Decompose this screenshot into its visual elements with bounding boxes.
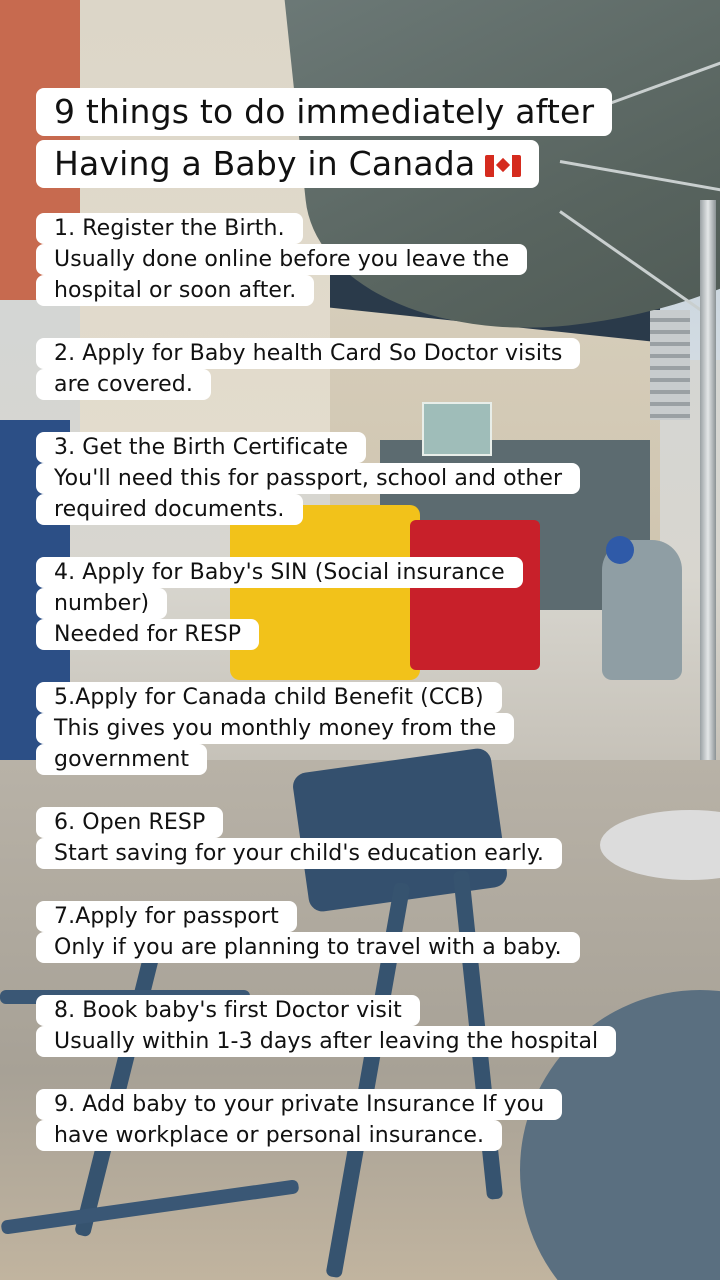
list-item-4-line-1: 4. Apply for Baby's SIN (Social insurance: [54, 560, 505, 585]
list-item-2-line-1-box: [36, 338, 580, 369]
list-item-1-line-1: 1. Register the Birth.: [54, 216, 285, 241]
list-item-1-line-3-box: [36, 275, 314, 306]
list-item-7-line-2: Only if you are planning to travel with a baby.: [54, 935, 562, 960]
person-cap: [606, 536, 634, 564]
list-item-5-line-1: 5.Apply for Canada child Benefit (CCB): [54, 685, 484, 710]
list-item-9-line-2: have workplace or personal insurance.: [54, 1123, 485, 1148]
title-line-1-box: [36, 88, 612, 136]
list-item-3-line-2-box: [36, 463, 580, 494]
list-item-4-line-2-box: [36, 588, 167, 619]
shop-sign: [422, 402, 492, 456]
list-item-8-line-2: Usually within 1-3 days after leaving the hospital: [54, 1029, 599, 1054]
list-item-4-line-2: number): [54, 591, 150, 616]
list-item-3-line-2: You'll need this for passport, school and other: [54, 466, 563, 491]
list-item-6-line-2: Start saving for your child's education early.: [54, 841, 544, 866]
list-item-4-line-3: Needed for RESP: [54, 622, 242, 647]
list-item-8-line-1: 8. Book baby's first Doctor visit: [54, 998, 402, 1023]
list-item-3-line-1-box: [36, 432, 366, 463]
list-item-5-line-2: This gives you monthly money from the: [54, 716, 497, 741]
list-item-4-line-3-box: [36, 619, 259, 650]
list-item-2-line-2-box: [36, 369, 211, 400]
distant-tower: [650, 310, 690, 420]
list-item-2-line-2: are covered.: [54, 372, 193, 397]
list-item-3-line-3-box: [36, 494, 303, 525]
title-line-2: Having a Baby in Canada: [54, 144, 476, 183]
list-item-1-line-1-box: [36, 213, 303, 244]
list-item-2-line-1: 2. Apply for Baby health Card So Doctor visits: [54, 341, 563, 366]
list-item-8-line-1-box: [36, 995, 420, 1026]
title-line-1: 9 things to do immediately after: [54, 92, 595, 131]
list-item-1-line-3: hospital or soon after.: [54, 278, 297, 303]
umbrella-pole: [700, 200, 716, 840]
list-item-7-line-2-box: [36, 932, 580, 963]
list-item-5-line-3-box: [36, 744, 207, 775]
list-item-3-line-3: required documents.: [54, 497, 285, 522]
yellow-train-car: [230, 505, 420, 680]
list-item-9-line-1: 9. Add baby to your private Insurance If you: [54, 1092, 545, 1117]
title-line-2-row: [36, 140, 539, 188]
list-item-5-line-2-box: [36, 713, 514, 744]
list-item-3-line-1: 3. Get the Birth Certificate: [54, 435, 349, 460]
list-item-6-line-1: 6. Open RESP: [54, 810, 206, 835]
list-item-4-line-1-box: [36, 557, 523, 588]
list-item-8-line-2-box: [36, 1026, 616, 1057]
list-item-5-line-3: government: [54, 747, 190, 772]
list-item-1-line-2: Usually done online before you leave the: [54, 247, 510, 272]
list-item-7-line-1-box: [36, 901, 297, 932]
list-item-6-line-1-box: [36, 807, 223, 838]
list-item-7-line-1: 7.Apply for passport: [54, 904, 279, 929]
title-line-2-box: [36, 140, 539, 188]
canada-flag-icon: [485, 155, 521, 177]
list-item-9-line-2-box: [36, 1120, 502, 1151]
list-item-9-line-1-box: [36, 1089, 562, 1120]
list-item-6-line-2-box: [36, 838, 562, 869]
list-item-1-line-2-box: [36, 244, 527, 275]
list-item-5-line-1-box: [36, 682, 502, 713]
maple-leaf-icon: [496, 158, 510, 172]
red-train-engine: [410, 520, 540, 670]
